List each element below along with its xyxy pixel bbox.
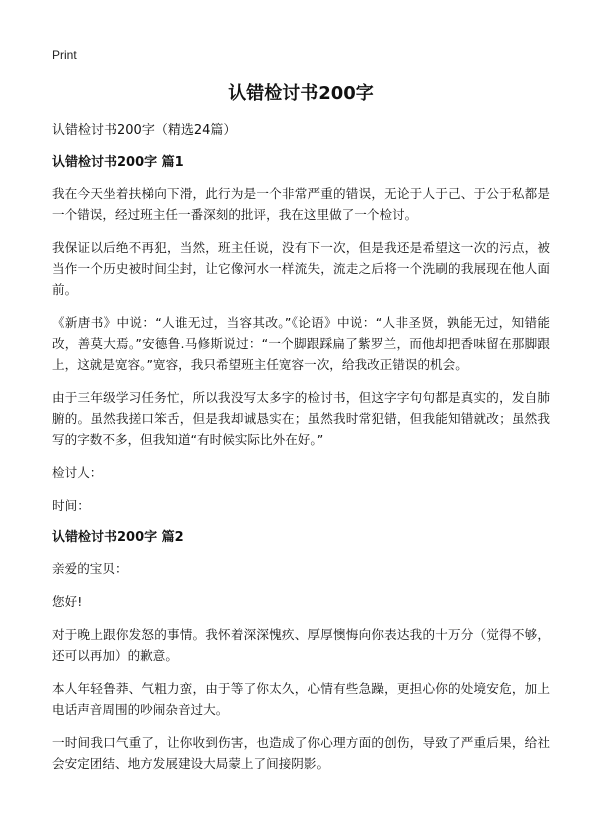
paragraph: 由于三年级学习任务忙，所以我没写太多字的检讨书，但这字字句句都是真实的，发自肺腑的。虽然我搓口笨舌，但是我却诚恳实在；虽然我时常犯错，但我能知错就改；虽然我写的字数不多，但我知道“有时候实际比外在好。” — [52, 390, 550, 447]
section-heading: 认错检讨书200字 篇2 — [52, 530, 184, 545]
paragraph: 对于晚上跟你发怒的事情。我怀着深深愧疚、厚厚懊悔向你表达我的十万分（觉得不够，还可以再加）的歉意。 — [52, 627, 550, 663]
paragraph: 我在今天坐着扶梯向下滑，此行为是一个非常严重的错误，无论于人于己、于公于私都是一个错误，经过班主任一番深刻的批评，我在这里做了一个检讨。 — [52, 186, 550, 222]
paragraph: 《新唐书》中说：“人谁无过，当容其改。”《论语》中说：“人非圣贤，孰能无过，知错能改，善莫大焉。”安德鲁.马修斯说过：“一个脚跟踩扁了紫罗兰，而他却把香味留在那脚跟上，这就是宽容。”宽容，我只希望班主任宽容一次，给我改正错误的机会。 — [52, 315, 550, 372]
paragraph: 本人年轻鲁莽、气粗力蛮，由于等了你太久，心情有些急躁，更担心你的处境安危，加上电话声音周围的吵闹杂音过大。 — [52, 681, 550, 717]
section-1 — [52, 153, 550, 516]
greeting: 您好! — [52, 594, 83, 609]
date-label: 时间： — [52, 498, 90, 513]
paragraph: 我保证以后绝不再犯，当然，班主任说，没有下一次，但是我还是希望这一次的污点，被当作一个历史被时间尘封，让它像河水一样流失，流走之后将一个洗刷的我展现在他人面前。 — [52, 240, 550, 297]
print-link[interactable]: Print — [52, 48, 77, 62]
document-subtitle: 认错检讨书200字（精选24篇） — [52, 123, 237, 138]
section-heading: 认错检讨书200字 篇1 — [52, 155, 184, 170]
signature-label: 检讨人： — [52, 465, 103, 480]
document-title: 认错检讨书200字 — [228, 83, 374, 104]
paragraph: 一时间我口气重了，让你收到伤害，也造成了你心理方面的创伤，导致了严重后果，给社会安定团结、地方发展建设大局蒙上了间接阴影。 — [52, 735, 550, 771]
section-2 — [52, 528, 550, 774]
salutation: 亲爱的宝贝： — [52, 561, 128, 576]
